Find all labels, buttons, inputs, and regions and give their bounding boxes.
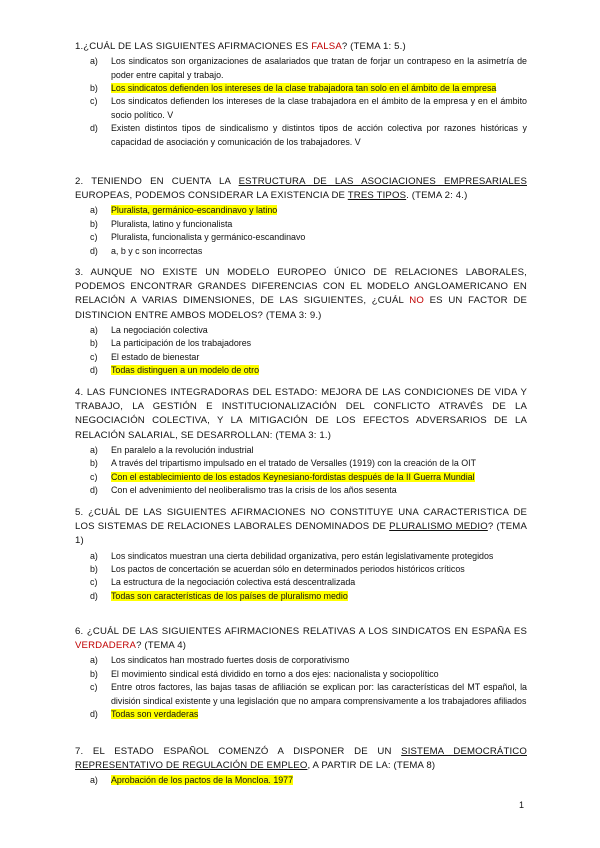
option-text: Existen distintos tipos de sindicalismo y distintos tipos de acción colectiva por razones históricas y capacidad de asociación y comunicación de los trabajadores. V <box>111 123 527 147</box>
question-3-text-part: 3. AUNQUE NO EXISTE UN MODELO EUROPEO ÚNICO DE RELACIONES LABORALES, PODEMOS ENCONTRAR GRANDES DIFERENCIAS CON EL MODELO ANGLOAMERICANO EN RELACIÓN A VARIAS DIMENSIONES, DE LAS SIGUIENTES, ¿CUÁL <box>75 267 527 307</box>
option-text-highlighted: Aprobación de los pactos de la Moncloa. 1977 <box>111 775 294 786</box>
question-7-underlined: SISTEMA DEMOCRÁTICO REPRESENTATIVO DE REGULACIÓN DE EMPLEO <box>75 746 527 772</box>
option-label: b) <box>90 564 98 575</box>
option-text: La negociación colectiva <box>111 324 208 335</box>
question-2 <box>75 175 527 258</box>
question-2-underlined-1: ESTRUCTURA DE LAS ASOCIACIONES EMPRESARIALES <box>238 176 527 187</box>
question-2-text <box>75 175 527 203</box>
option-label: c) <box>90 471 98 482</box>
option-text: En paralelo a la revolución industrial <box>111 444 254 455</box>
question-6-options <box>75 654 527 721</box>
option-label: c) <box>90 682 98 693</box>
option-text-highlighted: Con el establecimiento de los estados Keynesiano-fordistas después de la II Guerra Mundial <box>111 471 475 482</box>
question-4-option-d <box>75 484 527 497</box>
option-text: La estructura de la negociación colectiva está descentralizada <box>111 577 356 588</box>
question-3-option-a <box>75 324 527 337</box>
option-label: a) <box>90 205 98 216</box>
question-6-option-d <box>75 708 527 721</box>
option-text: Pluralista, latino y funcionalista <box>111 218 233 229</box>
question-1-option-c <box>75 95 527 122</box>
question-3-option-c <box>75 351 527 364</box>
question-3-option-d <box>75 364 527 377</box>
question-6-keyword: VERDADERA <box>75 640 137 652</box>
question-2-text-mid: EUROPEAS, PODEMOS CONSIDERAR LA EXISTENCIA DE <box>75 190 348 202</box>
option-text-highlighted: Los sindicatos defienden los intereses de la clase trabajadora tan solo en el ámbito de la empresa <box>111 83 497 94</box>
option-label: c) <box>90 351 98 362</box>
question-2-option-b <box>75 218 527 231</box>
question-7-text-part: 7. EL ESTADO ESPAÑOL COMENZÓ A DISPONER DE UN <box>75 746 402 757</box>
question-1-text-part: 1.¿CUÁL DE LAS SIGUIENTES AFIRMACIONES ES <box>75 41 312 52</box>
option-label: a) <box>90 56 98 67</box>
question-2-topic: . (TEMA 2: 4.) <box>406 190 468 202</box>
option-text: La participación de los trabajadores <box>111 338 252 349</box>
question-5-options <box>75 550 527 604</box>
question-6-topic: ? (TEMA 4) <box>136 640 187 652</box>
question-4-option-a <box>75 444 527 457</box>
question-3 <box>75 266 527 377</box>
option-text: El estado de bienestar <box>111 351 200 362</box>
option-label: d) <box>90 123 98 134</box>
option-label: a) <box>90 550 98 561</box>
option-text-highlighted: Todas son características de los países de pluralismo medio <box>111 590 348 601</box>
question-2-options <box>75 204 527 258</box>
option-label: b) <box>90 338 98 349</box>
question-4-text: 4. LAS FUNCIONES INTEGRADORAS DEL ESTADO: MEJORA DE LAS CONDICIONES DE VIDA Y TRABAJO, LA GESTIÓN E INSTITUCIONALIZACIÓN DEL CONFLICTO ATRAVÉS DE LA NEGOCIACIÓN COLECTIVA, Y LA MITIGACIÓN DE LOS EFECTOS ADVERSARIOS DE LA RELACIÓN SALARIAL, SE DESARROLLAN: (TEMA 3: 1.) <box>75 387 527 441</box>
question-4 <box>75 386 527 497</box>
question-5-option-b <box>75 563 527 576</box>
question-6-option-a <box>75 654 527 667</box>
question-6-option-c <box>75 681 527 708</box>
question-2-option-c <box>75 231 527 244</box>
option-text: a, b y c son incorrectas <box>111 245 203 256</box>
question-1-options <box>75 55 527 149</box>
question-1-option-b <box>75 82 527 95</box>
question-1 <box>75 40 527 149</box>
question-1-topic: ? (TEMA 1: 5.) <box>341 41 406 52</box>
option-label: a) <box>90 655 98 666</box>
option-text: Los sindicatos muestran una cierta debilidad organizativa, pero están legislativamente protegidos <box>111 550 494 561</box>
option-label: d) <box>90 485 98 496</box>
option-label: a) <box>90 775 98 786</box>
question-2-text-part: 2. TENIENDO EN CUENTA LA <box>75 176 239 187</box>
option-label: d) <box>90 590 98 601</box>
question-3-options <box>75 324 527 378</box>
question-3-text <box>75 266 527 323</box>
option-label: d) <box>90 245 98 256</box>
question-2-underlined-2: TRES TIPOS <box>347 190 407 202</box>
question-2-option-d <box>75 245 527 258</box>
option-label: b) <box>90 218 98 229</box>
option-text: A través del tripartismo impulsado en el tratado de Versalles (1919) con la creación de la OIT <box>111 458 477 469</box>
option-label: c) <box>90 232 98 243</box>
question-1-keyword: FALSA <box>311 41 342 52</box>
option-label: c) <box>90 96 98 107</box>
option-text: El movimiento sindical está dividido en torno a dos ejes: nacionalista y sociopolítico <box>111 668 439 679</box>
question-5-option-c <box>75 576 527 589</box>
question-3-keyword: NO <box>409 295 424 307</box>
question-4-options <box>75 444 527 498</box>
question-1-option-a <box>75 55 527 82</box>
option-text: Pluralista, funcionalista y germánico-escandinavo <box>111 232 306 243</box>
question-1-option-d <box>75 122 527 149</box>
option-text: Con el advenimiento del neoliberalismo tras la crisis de los años sesenta <box>111 485 397 496</box>
question-5-text-part: 5. ¿CUÁL DE LAS SIGUIENTES AFIRMACIONES NO CONSTITUYE UNA CARACTERISTICA DE LOS SISTEMAS DE RELACIONES LABORALES DENOMINADOS DE <box>75 507 527 533</box>
question-3-topic: ES UN FACTOR DE DISTINCION ENTRE AMBOS MODELOS? (TEMA 3: 9.) <box>75 295 528 321</box>
question-5-option-a <box>75 550 527 563</box>
option-label: a) <box>90 444 98 455</box>
option-label: a) <box>90 324 98 335</box>
option-label: b) <box>90 83 98 94</box>
option-text-highlighted: Todas distinguen a un modelo de otro <box>111 365 260 376</box>
question-7-text <box>75 745 527 773</box>
question-3-option-b <box>75 337 527 350</box>
option-text: Los sindicatos defienden los intereses de la clase trabajadora en el ámbito de la empresa y en el ámbito socio político. V <box>111 96 527 120</box>
option-text: Los sindicatos han mostrado fuertes dosis de corporativismo <box>111 655 350 666</box>
option-text-highlighted: Pluralista, germánico-escandinavo y latino <box>111 205 278 216</box>
question-7-options <box>75 774 527 787</box>
option-label: b) <box>90 668 98 679</box>
question-6-text-part: 6. ¿CUÁL DE LAS SIGUIENTES AFIRMACIONES RELATIVAS A LOS SINDICATOS EN ESPAÑA ES <box>75 626 527 637</box>
question-5 <box>75 506 527 603</box>
option-text: Entre otros factores, las bajas tasas de afiliación se explican por: las características del MT español, la división sindical existente y una legislación que no ampara comprensivamente a los trabajadores afiliados <box>111 682 527 706</box>
question-4-option-c <box>75 471 527 484</box>
question-7-topic: , A PARTIR DE LA: (TEMA 8) <box>307 760 436 772</box>
question-7-option-a <box>75 774 527 787</box>
option-text: Los sindicatos son organizaciones de asalariados que tratan de forjar un contrapeso en la asimetría de poder entre capital y trabajo. <box>111 56 527 80</box>
option-label: d) <box>90 709 98 720</box>
option-label: d) <box>90 365 98 376</box>
question-7 <box>75 745 527 788</box>
question-5-topic: ? (TEMA 1) <box>75 521 527 547</box>
question-6-option-b <box>75 668 527 681</box>
option-text: Los pactos de concertación se acuerdan sólo en determinados periodos históricos críticos <box>111 564 465 575</box>
option-text-highlighted: Todas son verdaderas <box>111 709 199 720</box>
question-6-text <box>75 625 527 653</box>
question-5-underlined: PLURALISMO MEDIO <box>389 521 488 533</box>
page-number: 1 <box>519 800 525 810</box>
question-1-text <box>75 40 527 54</box>
question-5-option-d <box>75 590 527 603</box>
question-2-option-a <box>75 204 527 217</box>
question-4-option-b <box>75 457 527 470</box>
option-label: b) <box>90 458 98 469</box>
option-label: c) <box>90 577 98 588</box>
question-5-text <box>75 506 527 549</box>
question-6 <box>75 625 527 721</box>
